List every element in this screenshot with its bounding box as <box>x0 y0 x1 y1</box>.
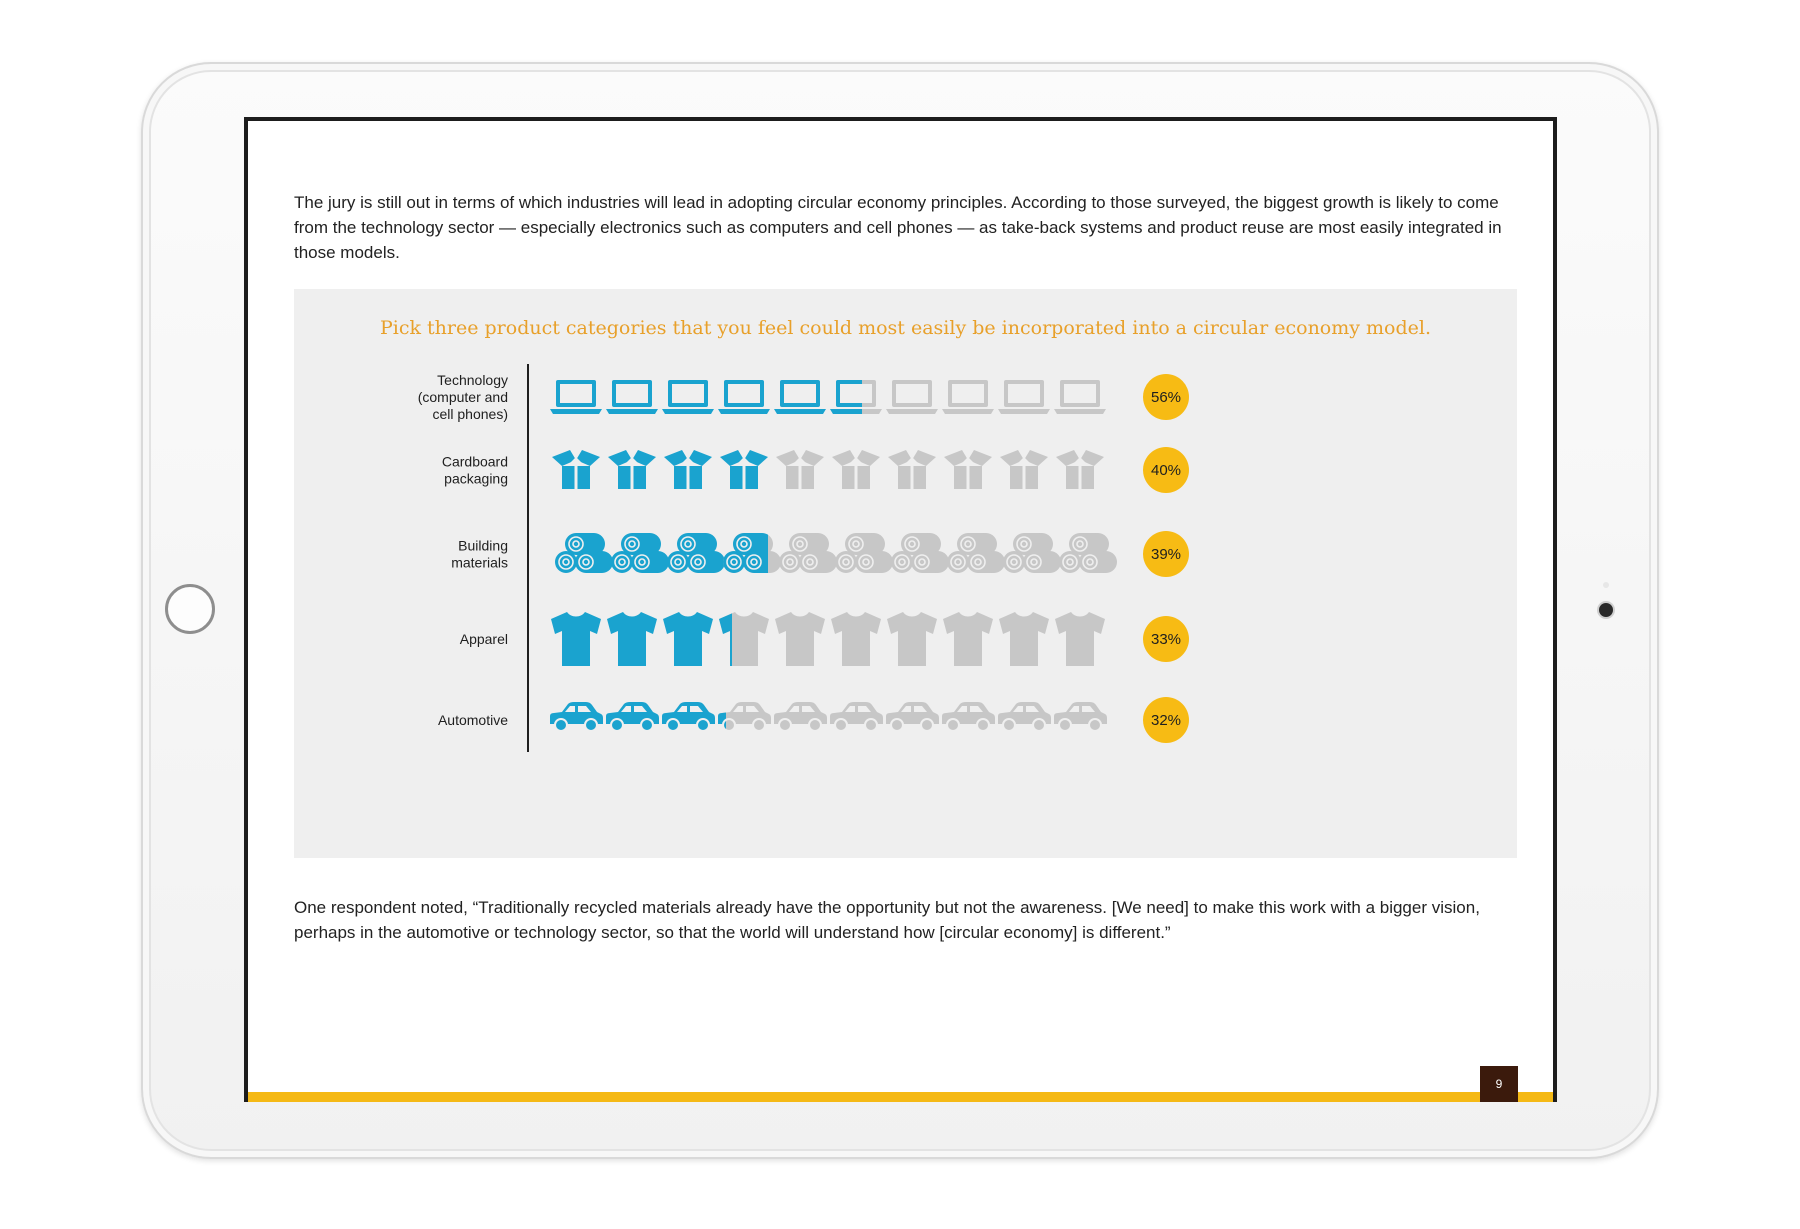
car-icon <box>718 702 771 731</box>
car-icon <box>606 702 659 731</box>
chart-row <box>438 697 1189 743</box>
category-label-line: Automotive <box>437 712 508 728</box>
tshirt-icon <box>775 612 825 666</box>
car-icon <box>1054 702 1107 731</box>
chart-panel <box>294 289 1517 858</box>
category-label <box>418 372 508 422</box>
logs-icon <box>1059 533 1117 573</box>
logs-icon <box>555 533 613 573</box>
logs-icon <box>891 533 949 573</box>
quote-paragraph: One respondent noted, “Traditionally recycled materials already have the opportunity but not the awareness. [We need] to make this work with a bigger vision, perhaps in the automotive or technology sector, so that the world will understand how [circular economy] is different.” <box>294 898 1480 942</box>
chart-row <box>442 447 1189 493</box>
category-label-line: packaging <box>444 470 508 487</box>
tshirt-icon <box>887 612 937 666</box>
car-icon <box>998 702 1051 731</box>
car-icon <box>662 702 715 731</box>
intro-paragraph: The jury is still out in terms of which industries will lead in adopting circular economy principles. According to those surveyed, the biggest growth is likely to come from the technology sector — especially electronics such as computers and cell phones — as take-back systems and product reuse are most easily integrated in those models. <box>294 193 1502 262</box>
category-label-line: Building <box>458 537 508 554</box>
laptop-icon <box>550 380 602 414</box>
box-icon <box>832 450 880 489</box>
laptop-icon <box>606 380 658 414</box>
category-label-line: cell phones) <box>432 406 508 422</box>
logs-icon <box>779 533 837 573</box>
percentage-label: 40% <box>1150 462 1182 479</box>
tshirt-icon <box>999 612 1049 666</box>
percentage-label: 56% <box>1150 389 1182 406</box>
box-icon <box>1056 450 1104 489</box>
camera-icon <box>1599 603 1613 617</box>
tshirt-icon <box>663 612 713 666</box>
tshirt-icon <box>719 612 769 666</box>
light-sensor <box>1603 582 1609 588</box>
box-icon <box>664 450 712 489</box>
category-label-line: (computer and <box>417 389 508 405</box>
box-icon <box>720 450 768 489</box>
logs-icon <box>667 533 725 573</box>
laptop-icon <box>942 380 994 414</box>
car-icon <box>830 702 883 731</box>
box-icon <box>888 450 936 489</box>
chart-row <box>418 372 1189 422</box>
tshirt-icon <box>551 612 601 666</box>
logs-icon <box>1003 533 1061 573</box>
category-label-line: Cardboard <box>441 453 508 470</box>
laptop-icon <box>718 380 770 414</box>
category-label <box>451 538 508 571</box>
laptop-icon <box>774 380 826 414</box>
laptop-icon <box>998 380 1050 414</box>
tshirt-icon <box>607 612 657 666</box>
car-icon <box>550 702 603 731</box>
chart-row <box>451 531 1189 577</box>
car-icon <box>886 702 939 731</box>
tablet-screen <box>244 117 1557 1102</box>
box-icon <box>944 450 992 489</box>
laptop-icon <box>662 380 714 414</box>
chart-title: Pick three product categories that you feel could most easily be incorporated into a circular economy model. <box>379 317 1432 339</box>
category-label <box>460 631 508 647</box>
category-label-line: materials <box>451 554 508 571</box>
home-button[interactable] <box>165 584 215 634</box>
category-label <box>442 454 508 487</box>
logs-icon <box>835 533 893 573</box>
category-label <box>438 712 508 728</box>
logs-icon <box>611 533 669 573</box>
chart-row <box>460 612 1189 666</box>
category-label-line: Technology <box>437 372 508 388</box>
box-icon <box>776 450 824 489</box>
percentage-label: 39% <box>1150 546 1182 563</box>
tshirt-icon <box>831 612 881 666</box>
laptop-icon <box>1054 380 1106 414</box>
page-number: 9 <box>1480 1066 1518 1102</box>
percentage-label: 32% <box>1150 712 1182 729</box>
tshirt-icon <box>943 612 993 666</box>
box-icon <box>1000 450 1048 489</box>
logs-icon <box>947 533 1005 573</box>
logs-icon <box>723 533 781 573</box>
box-icon <box>552 450 600 489</box>
tshirt-icon <box>1055 612 1105 666</box>
footer-accent-bar <box>248 1092 1553 1102</box>
percentage-label: 33% <box>1150 631 1182 648</box>
car-icon <box>774 702 827 731</box>
laptop-icon <box>886 380 938 414</box>
laptop-icon <box>830 380 882 414</box>
category-label-line: Apparel <box>459 631 508 647</box>
car-icon <box>942 702 995 731</box>
pictograph-chart <box>294 289 1517 858</box>
box-icon <box>608 450 656 489</box>
